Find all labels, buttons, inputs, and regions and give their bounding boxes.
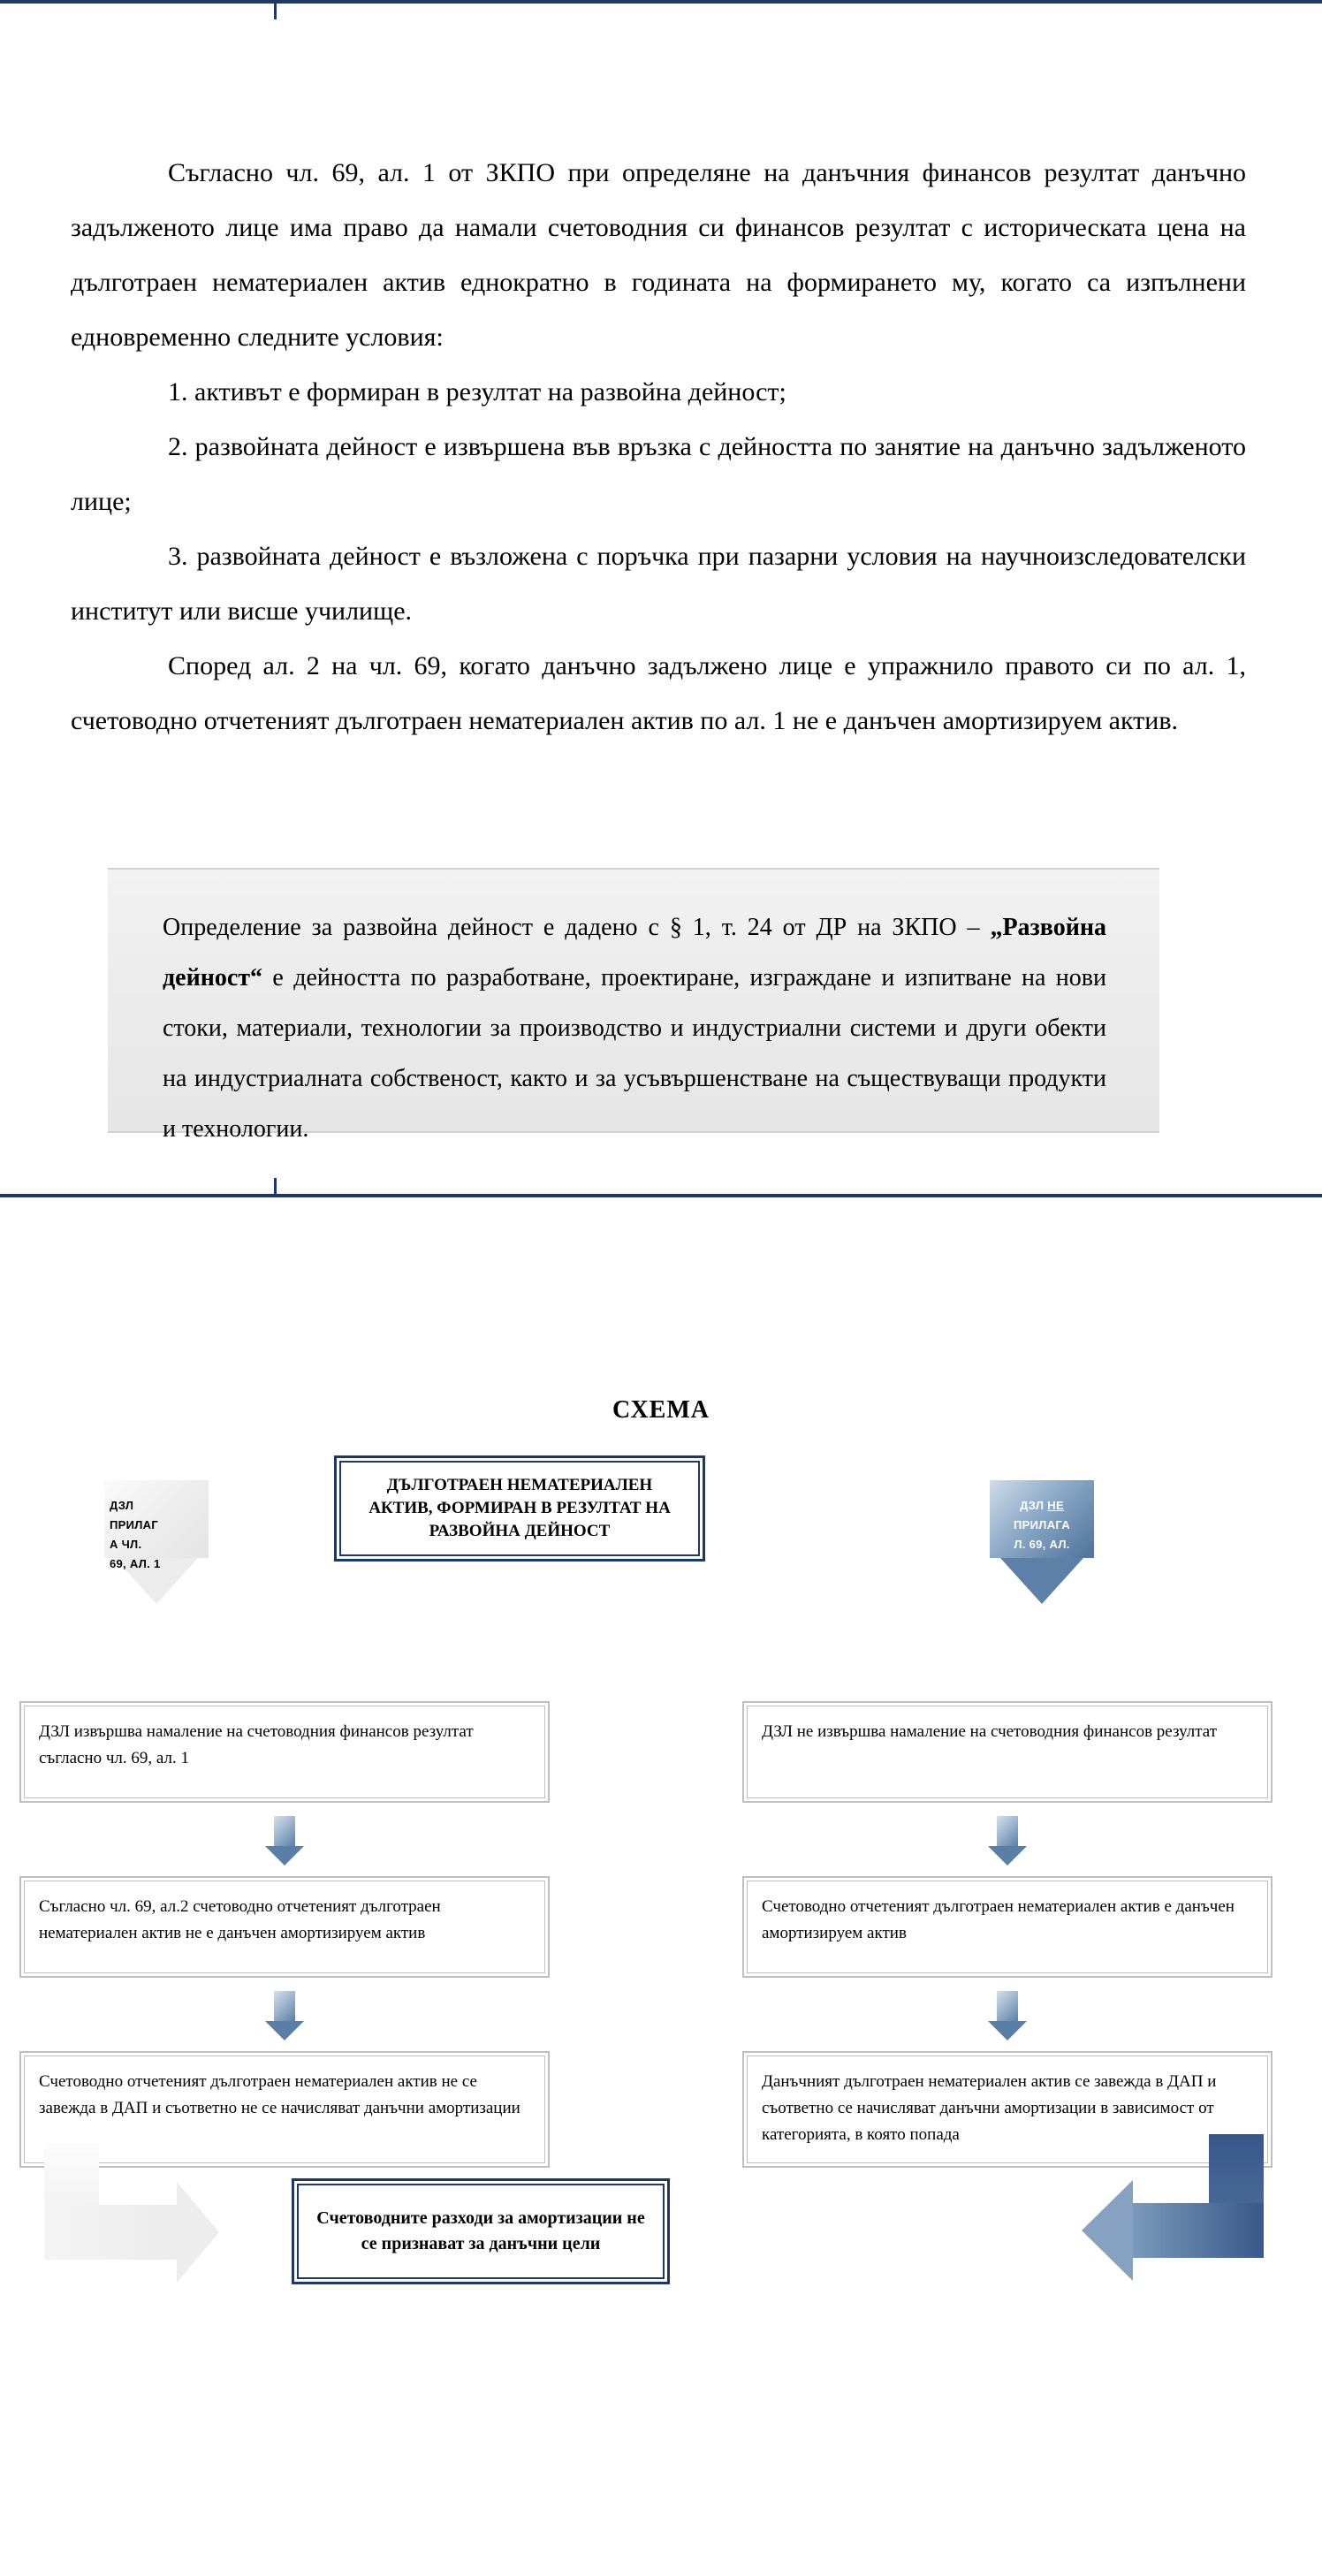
right-branch-arrow-label xyxy=(990,1496,1094,1554)
right-branch-label-underlined: НЕ xyxy=(1047,1499,1064,1512)
left-branch-label-line-3: А ЧЛ. xyxy=(110,1538,142,1551)
right-flow-box-2 xyxy=(742,1876,1273,1978)
schema-header-box xyxy=(334,1455,705,1562)
definition-rest-text: е дейността по разработване, проектиране, изграждане и изпитване на нови стоки, материали, технологии за производство и индустриални системи и други обекти на индустриалната собственост, както и за усъвършенстване на съществуващи продукти и технологии. xyxy=(163,964,1106,1143)
right-down-arrow-2 xyxy=(988,1991,1027,2040)
left-branch-arrow xyxy=(104,1480,209,1604)
right-down-arrow-2-head xyxy=(988,2021,1027,2040)
left-branch-label-line-2: ПРИЛАГ xyxy=(110,1518,159,1531)
schema-conclusion-box xyxy=(292,2178,670,2284)
document-page-one xyxy=(0,0,1322,1197)
definition-lead-text: Определение за развойна дейност е дадено с § 1, т. 24 от ДР на ЗКПО – xyxy=(163,914,991,941)
right-down-arrow-1-head xyxy=(988,1846,1027,1866)
definition-callout-box xyxy=(108,868,1159,1143)
left-elbow-arrow-horizontal xyxy=(44,2205,177,2260)
schema-title: СХЕМА xyxy=(612,1396,710,1424)
right-flow-box-2-text: Счетоводно отчетеният дълготраен нематериален актив е данъчен амортизируем актив xyxy=(762,1897,1235,1942)
definition-bold-term: „Развойна дейност“ xyxy=(163,914,1106,992)
left-down-arrow-2-shaft xyxy=(274,1991,295,2021)
schema-header-box-inner xyxy=(339,1461,700,1556)
left-down-arrow-1 xyxy=(265,1816,304,1866)
left-branch-label-line-1: ДЗЛ xyxy=(110,1499,134,1512)
page-top-rule-tick xyxy=(274,0,277,19)
left-down-arrow-1-shaft xyxy=(274,1816,295,1846)
right-elbow-arrow-head xyxy=(1082,2180,1133,2281)
paragraph-condition-1: 1. активът е формиран в резултат на развойна дейност; xyxy=(168,377,786,407)
right-branch-arrow-head xyxy=(1000,1558,1083,1604)
left-flow-box-1 xyxy=(19,1701,550,1803)
paragraph-article-69-al-2: Според ал. 2 на чл. 69, когато данъчно задължено лице е упражнило правото си по ал. 1, счетоводно отчетеният дълготраен нематериален актив по ал. 1 не е данъчен амортизируем актив. xyxy=(71,651,1246,735)
left-branch-arrow-label xyxy=(104,1496,209,1574)
left-flow-box-1-inner xyxy=(24,1706,545,1798)
left-branch-label-line-4: 69, АЛ. 1 xyxy=(110,1557,161,1570)
left-flow-box-2-inner xyxy=(24,1881,545,1973)
paragraph-condition-2: 2. развойната дейност е извършена във връзка с дейността по занятие на данъчно задълженото лице; xyxy=(71,432,1246,516)
left-down-arrow-2-head xyxy=(265,2021,304,2040)
right-branch-label-line-1 xyxy=(990,1496,1094,1516)
right-branch-label-line-3: Л. 69, АЛ. xyxy=(1014,1538,1070,1551)
document-text-body xyxy=(71,146,1246,748)
right-branch-label-prefix: ДЗЛ xyxy=(1020,1499,1048,1512)
left-flow-box-3-text: Счетоводно отчетеният дълготраен нематериален актив не се завежда в ДАП и съответно не се начисляват данъчни амортизации xyxy=(39,2072,520,2117)
left-elbow-arrow xyxy=(35,2143,247,2276)
right-branch-arrow xyxy=(990,1480,1094,1604)
schema-header-box-text: ДЪЛГОТРАЕН НЕМАТЕРИАЛЕН АКТИВ, ФОРМИРАН В РЕЗУЛТАТ НА РАЗВОЙНА ДЕЙНОСТ xyxy=(368,1476,671,1540)
left-flow-box-2-text: Съгласно чл. 69, ал.2 счетоводно отчетеният дълготраен нематериален актив не е данъчен амортизируем актив xyxy=(39,1897,441,1942)
left-down-arrow-2 xyxy=(265,1991,304,2040)
right-flow-box-3-text: Данъчният дълготраен нематериален актив се завежда в ДАП и съответно се начисляват данъчни амортизации в зависимост от категорията, в която попада xyxy=(762,2072,1217,2144)
left-flow-box-2 xyxy=(19,1876,550,1978)
page-top-rule xyxy=(0,0,1322,4)
right-flow-box-2-inner xyxy=(747,1881,1268,1973)
document-page-two-schema xyxy=(0,1197,1322,2576)
paragraph-condition-3: 3. развойната дейност е възложена с поръчка при пазарни условия на научноизследователски институт или висше училище. xyxy=(71,542,1246,626)
left-flow-box-1-text: ДЗЛ извършва намаление на счетоводния финансов резултат съгласно чл. 69, ал. 1 xyxy=(39,1722,474,1767)
right-flow-box-1-text: ДЗЛ не извършва намаление на счетоводния финансов резултат xyxy=(762,1722,1217,1741)
right-branch-label-line-2: ПРИЛАГА xyxy=(1014,1518,1070,1531)
schema-conclusion-box-inner xyxy=(297,2184,665,2279)
right-down-arrow-1 xyxy=(988,1816,1027,1866)
paragraph-article-69-al-1: Съгласно чл. 69, ал. 1 от ЗКПО при определяне на данъчния финансов резултат данъчно задълженото лице има право да намали счетоводния си финансов резултат с историческата цена на дълготраен нематериален актив еднократно в годината на формирането му, когато са изпълнени едновременно следните условия: xyxy=(71,158,1246,352)
page-bottom-rule-tick xyxy=(274,1178,277,1197)
right-down-arrow-2-shaft xyxy=(997,1991,1018,2021)
right-down-arrow-1-shaft xyxy=(997,1816,1018,1846)
left-elbow-arrow-head xyxy=(177,2182,219,2283)
schema-conclusion-text: Счетоводните разходи за амортизации не се признават за данъчни цели xyxy=(316,2208,645,2253)
left-down-arrow-1-head xyxy=(265,1846,304,1866)
right-elbow-arrow xyxy=(1060,2134,1281,2276)
right-flow-box-1 xyxy=(742,1701,1273,1803)
right-flow-box-1-inner xyxy=(747,1706,1268,1798)
definition-callout-text xyxy=(163,902,1106,1154)
right-elbow-arrow-horizontal xyxy=(1133,2203,1264,2258)
